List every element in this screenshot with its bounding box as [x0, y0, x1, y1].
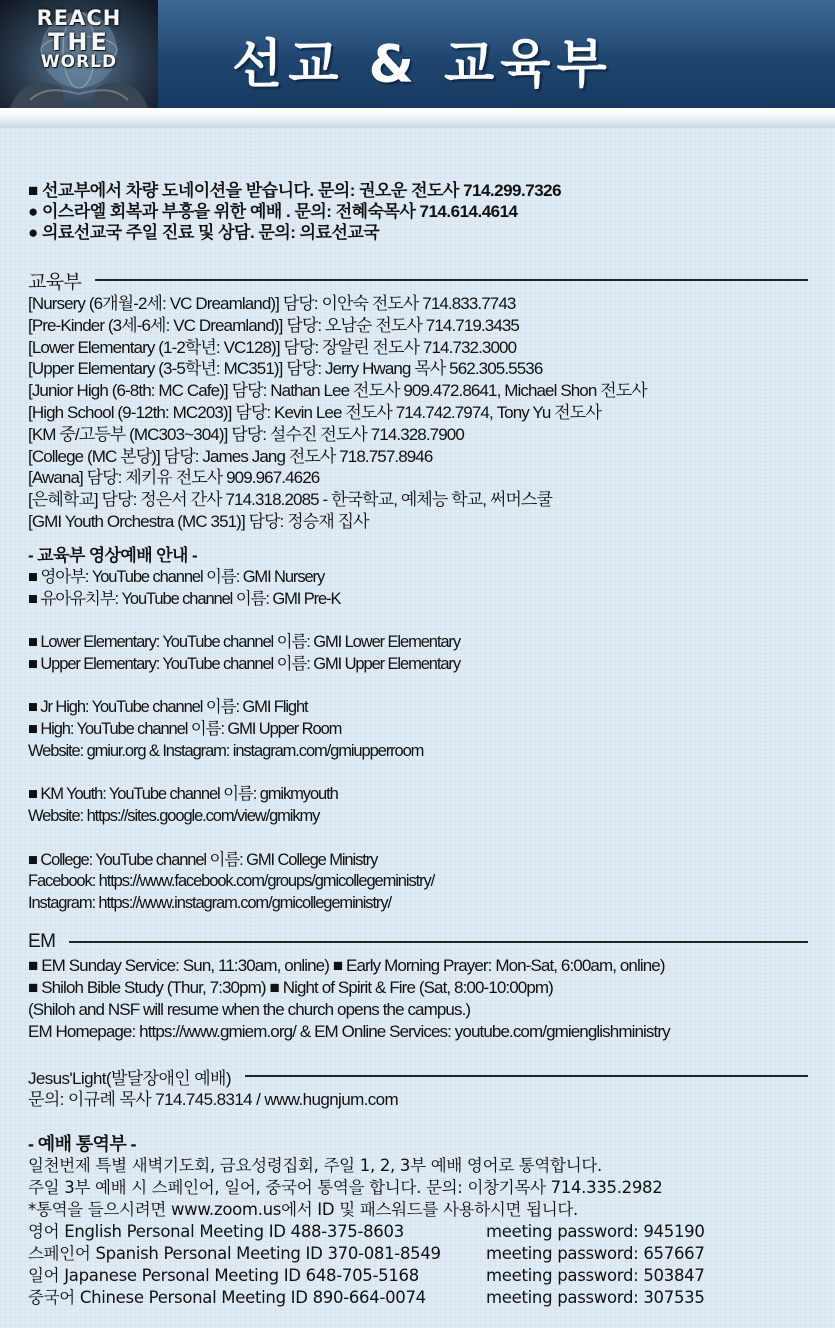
mission-item: ● 의료선교국 주일 진료 및 상담. 문의: 의료선교국	[28, 223, 380, 242]
mission-section	[28, 180, 808, 243]
meeting-row	[28, 1265, 808, 1287]
meeting-password: meeting password: 945190	[486, 1222, 705, 1242]
meeting-id: 일어 Japanese Personal Meeting ID 648-705-5168	[28, 1266, 419, 1286]
bulletin-content	[28, 180, 808, 1309]
education-heading-label: 교육부	[28, 271, 82, 293]
video-item: ■ High: YouTube channel 이름: GMI Upper Room	[28, 720, 342, 739]
em-list	[28, 955, 808, 1043]
education-item: [College (MC 본당)] 담당: James Jang 전도사 718.757.8946	[28, 446, 433, 466]
em-heading	[28, 929, 808, 955]
education-item: [GMI Youth Orchestra (MC 351)] 담당: 정승재 집사	[28, 511, 369, 531]
meeting-id: 스페인어 Spanish Personal Meeting ID 370-081-8549	[28, 1244, 441, 1264]
meeting-password: meeting password: 307535	[486, 1288, 705, 1308]
interpretation-line: 주일 3부 예배 시 스페인어, 일어, 중국어 통역을 합니다. 문의: 이창기목사 714.335.2982	[28, 1178, 663, 1198]
mission-item: ■ 선교부에서 차량 도네이션을 받습니다. 문의: 권오운 전도사 714.299.7326	[28, 181, 562, 200]
video-item: Website: gmiur.org & Instagram: instagram.com/gmiupperroom	[28, 741, 424, 760]
meeting-row	[28, 1243, 808, 1265]
education-item: [Nursery (6개월-2세: VC Dreamland)] 담당: 이안숙 전도사 714.833.7743	[28, 294, 516, 313]
meeting-id: 중국어 Chinese Personal Meeting ID 890-664-0074	[28, 1288, 426, 1308]
education-item: [High School (9-12th: MC203)] 담당: Kevin Lee 전도사 714.742.7974, Tony Yu 전도사	[28, 402, 601, 422]
interpretation-line: *통역을 들으시려면 www.zoom.us에서 ID 및 패스워드를 사용하시면 됩니다.	[28, 1200, 578, 1220]
interpretation-section	[28, 1155, 808, 1309]
jesus-light-heading-label: Jesus'Light(발달장애인 예배)	[28, 1068, 231, 1088]
logo-word-the: THE	[48, 28, 110, 56]
video-item: ■ 영아부: YouTube channel 이름: GMI Nursery	[28, 567, 325, 586]
section-divider	[69, 941, 808, 943]
em-item: ■ EM Sunday Service: Sun, 11:30am, online) ■ Early Morning Prayer: Mon-Sat, 6:00am, online)	[28, 956, 665, 976]
jesus-light-heading	[28, 1063, 808, 1089]
video-item: ■ Lower Elementary: YouTube channel 이름: GMI Lower Elementary	[28, 633, 460, 652]
video-item: ■ 유아유치부: YouTube channel 이름: GMI Pre-K	[28, 589, 341, 608]
meeting-password: meeting password: 503847	[486, 1266, 705, 1286]
interpretation-title: - 예배 통역부 -	[28, 1134, 136, 1155]
reach-the-world-logo	[0, 0, 158, 108]
education-item: [KM 중/고등부 (MC303~304)] 담당: 설수진 전도사 714.328.7900	[28, 424, 464, 444]
video-item: Facebook: https://www.facebook.com/groups/gmicollegeministry/	[28, 872, 435, 891]
meeting-id: 영어 English Personal Meeting ID 488-375-8603	[28, 1222, 404, 1242]
mission-item: ● 이스라엘 회복과 부흥을 위한 예배 . 문의: 전혜숙목사 714.614.4614	[28, 202, 518, 221]
header-divider-band	[0, 108, 835, 128]
meeting-row	[28, 1287, 808, 1309]
logo-word-world: WORLD	[40, 52, 118, 72]
video-worship-title: - 교육부 영상예배 안내 -	[28, 545, 198, 565]
education-heading	[28, 267, 808, 293]
em-item: (Shiloh and NSF will resume when the church opens the campus.)	[28, 1000, 471, 1020]
education-item: [Upper Elementary (3-5학년: MC351)] 담당: Jerry Hwang 목사 562.305.5536	[28, 359, 543, 379]
video-item: ■ College: YouTube channel 이름: GMI College Ministry	[28, 850, 378, 869]
video-item: ■ Upper Elementary: YouTube channel 이름: GMI Upper Elementary	[28, 654, 460, 673]
em-item: EM Homepage: https://www.gmiem.org/ & EM Online Services: youtube.com/gmienglishministry	[28, 1022, 670, 1042]
jesus-light-section	[28, 1089, 808, 1111]
education-list	[28, 293, 808, 533]
education-item: [Pre-Kinder (3세-6세: VC Dreamland)] 담당: 오남순 전도사 714.719.3435	[28, 315, 519, 335]
video-item: Instagram: https://www.instagram.com/gmicollegeministry/	[28, 894, 391, 913]
logo-word-reach: REACH	[36, 6, 122, 30]
education-item: [Lower Elementary (1-2학년: VC128)] 담당: 장알린 전도사 714.732.3000	[28, 337, 517, 357]
education-item: [은혜학교] 담당: 정은서 간사 714.318.2085 - 한국학교, 예체능 학교, 써머스쿨	[28, 490, 553, 510]
video-item: Website: https://sites.google.com/view/gmikmy	[28, 807, 320, 826]
video-item: ■ KM Youth: YouTube channel 이름: gmikmyouth	[28, 785, 338, 804]
interpretation-line: 일천번제 특별 새벽기도회, 금요성령집회, 주일 1, 2, 3부 예배 영어로 통역합니다.	[28, 1156, 602, 1176]
meeting-password: meeting password: 657667	[486, 1244, 705, 1264]
section-divider	[245, 1075, 808, 1077]
video-item: ■ Jr High: YouTube channel 이름: GMI Flight	[28, 698, 308, 717]
video-worship-list	[28, 567, 808, 915]
meeting-row	[28, 1221, 808, 1243]
page-title: 선교 & 교육부	[232, 35, 613, 95]
education-item: [Awana] 담당: 제키유 전도사 909.967.4626	[28, 468, 320, 488]
em-heading-label: EM	[28, 931, 56, 953]
section-divider	[95, 279, 808, 281]
em-item: ■ Shiloh Bible Study (Thur, 7:30pm) ■ Night of Spirit & Fire (Sat, 8:00-10:00pm)	[28, 978, 553, 998]
education-item: [Junior High (6-8th: MC Cafe)] 담당: Nathan Lee 전도사 909.472.8641, Michael Shon 전도사	[28, 381, 647, 401]
header-banner	[0, 0, 835, 108]
jesus-light-contact: 문의: 이규례 목사 714.745.8314 / www.hugnjum.com	[28, 1090, 399, 1110]
